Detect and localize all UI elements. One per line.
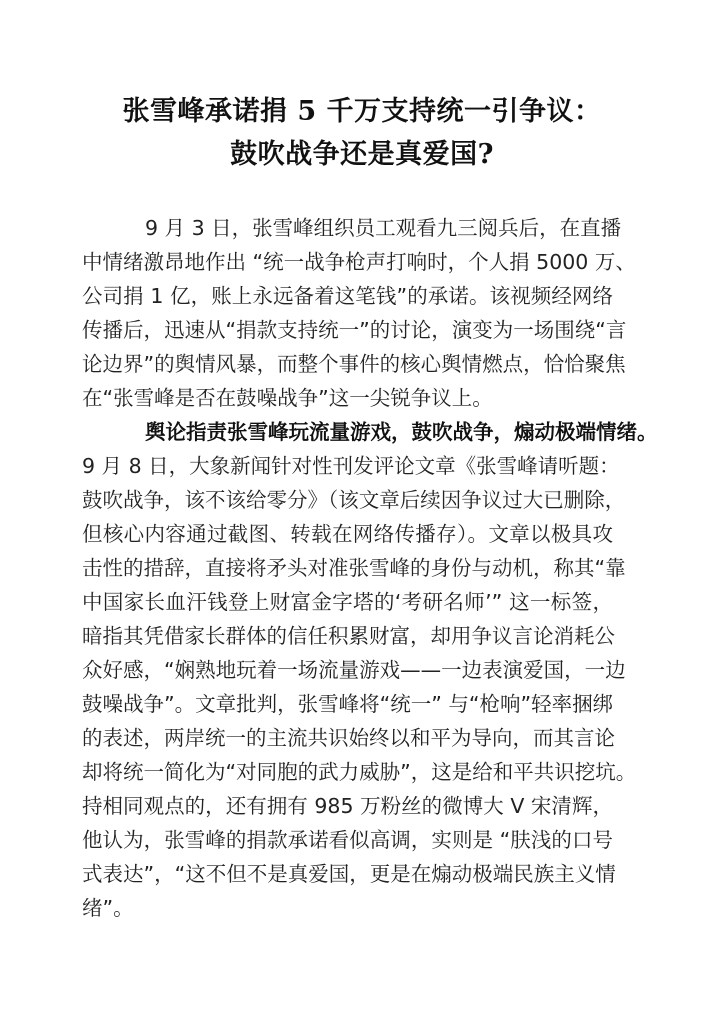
paragraph-line: 暗指其凭借家长群体的信任积累财富，却用争议言论消耗公	[82, 624, 615, 648]
paragraph-line: 他认为，张雪峰的捐款承诺看似高调，实则是 “肤浅的口号	[82, 828, 613, 852]
paragraph-line: 击性的措辞，直接将矛头对准张雪峰的身份与动机，称其“靠	[82, 556, 626, 580]
paragraph-line: 但核心内容通过截图、转载在网络传播存）。文章以极具攻	[82, 522, 613, 546]
paragraph-line: 论边界”的舆情风暴，而整个事件的核心舆情燃点，恰恰聚焦	[82, 352, 626, 376]
paragraph-line: 的表述，两岸统一的主流共识始终以和平为导向，而其言论	[82, 726, 615, 750]
paragraph-line: 绪”。	[82, 896, 134, 920]
paragraph-line: 持相同观点的，还有拥有 985 万粉丝的微博大 V 宋清辉，	[82, 794, 613, 818]
document-title-line-2: 鼓吹战争还是真爱国?	[230, 139, 494, 170]
paragraph-line: 传播后，迅速从“捐款支持统一”的讨论，演变为一场围绕“言	[82, 318, 627, 342]
paragraph-line: 中情绪激昂地作出 “统一战争枪声打响时，个人捐 5000 万、	[82, 250, 636, 274]
paragraph-line: 中国家长血汗钱登上财富金字塔的‘考研名师’” 这一标签，	[82, 590, 613, 614]
paragraph-line: 众好感，“娴熟地玩着一场流量游戏——一边表演爱国，一边	[82, 658, 626, 682]
document-body	[82, 211, 658, 925]
paragraph-2	[82, 415, 658, 925]
paragraph-line: 公司捐 1 亿，账上永远备着这笔钱”的承诺。该视频经网络	[82, 284, 613, 308]
paragraph-line: 9 月 3 日，张雪峰组织员工观看九三阅兵后，在直播	[145, 216, 622, 240]
paragraph-bold-lead: 舆论指责张雪峰玩流量游戏，鼓吹战争，煽动极端情绪。	[145, 420, 658, 444]
paragraph-line: 鼓吹战争，该不该给零分》（该文章后续因争议过大已删除，	[82, 488, 626, 512]
paragraph-line: 式表达”，“这不但不是真爱国，更是在煽动极端民族主义情	[82, 862, 616, 886]
paragraph-line: 9 月 8 日，大象新闻针对性刊发评论文章《张雪峰请听题：	[82, 454, 620, 478]
paragraph-line: 却将统一简化为“对同胞的武力威胁”，这是给和平共识挖坑。	[82, 760, 637, 784]
paragraph-1	[82, 211, 636, 415]
paragraph-line: 在“张雪峰是否在鼓噪战争”这一尖锐争议上。	[82, 386, 493, 410]
document-title-line-1: 张雪峰承诺捐 5 千万支持统一引争议：	[122, 96, 602, 127]
paragraph-line: 鼓噪战争”。文章批判，张雪峰将“统一” 与“枪响”轻率捆绑	[82, 692, 614, 716]
